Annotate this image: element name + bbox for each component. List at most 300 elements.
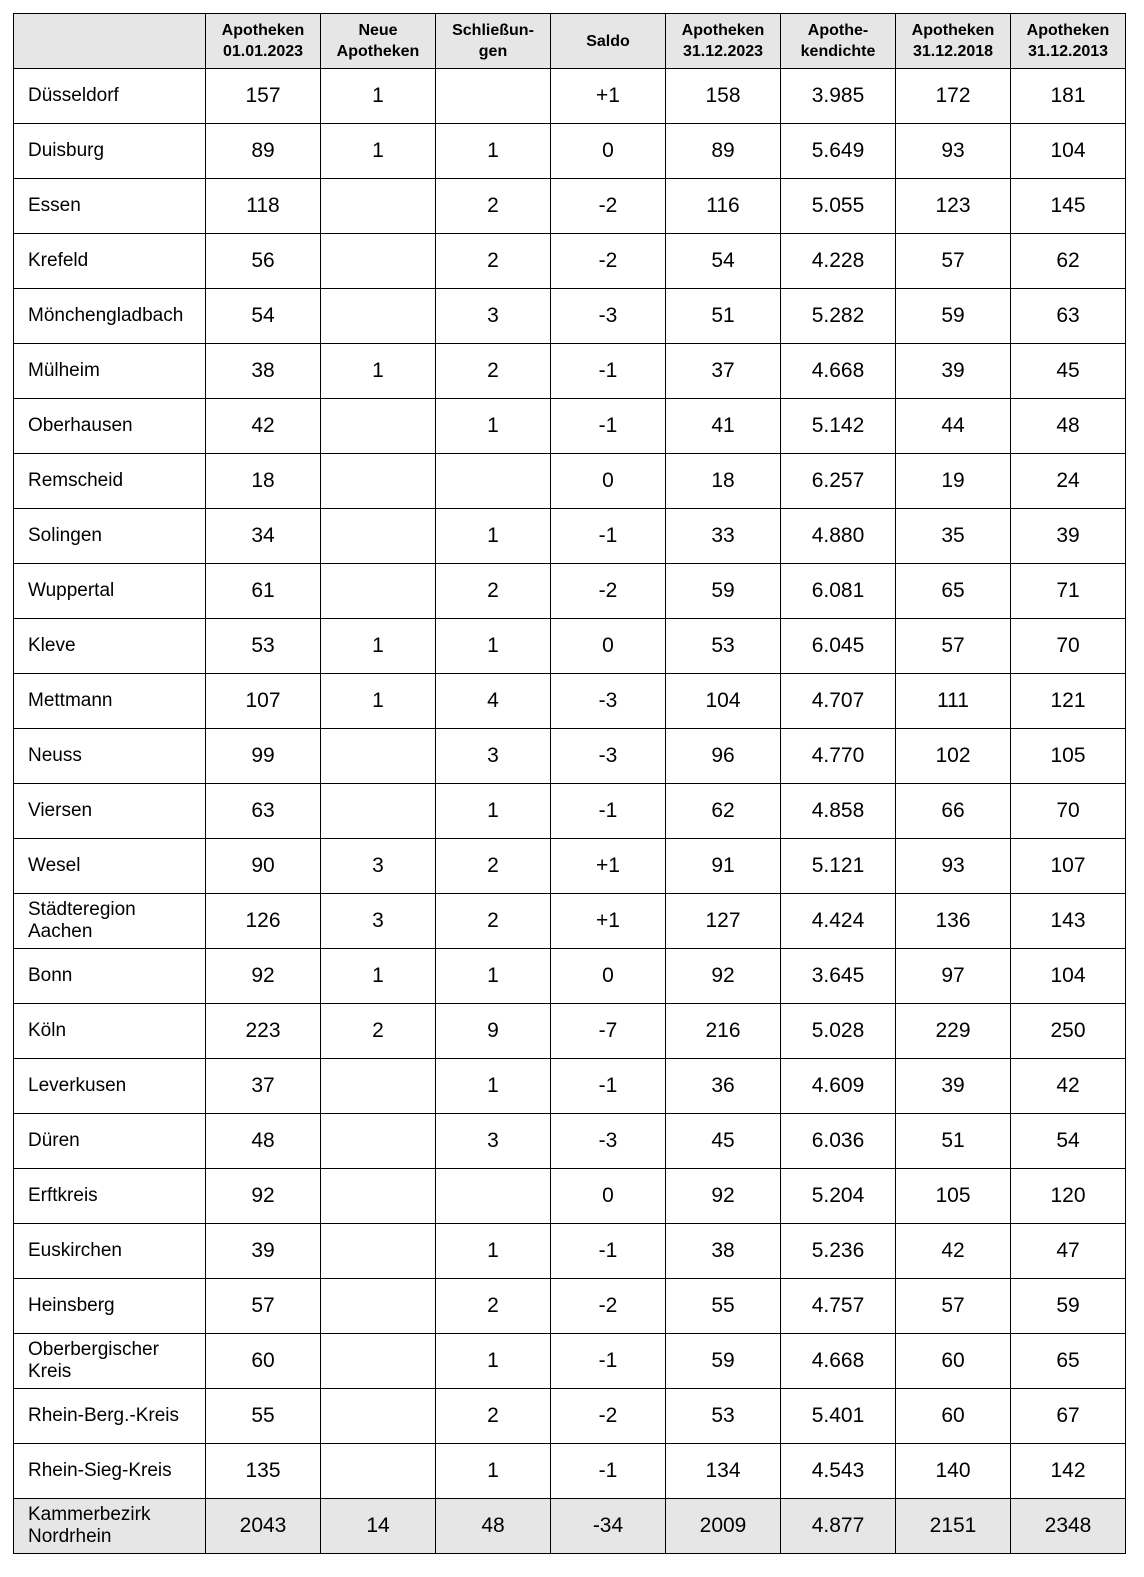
saldo-cell: 0 <box>551 1169 666 1224</box>
schliessungen-cell: 3 <box>436 1114 551 1169</box>
apothekendichte-cell: 5.236 <box>781 1224 896 1279</box>
apotheken-2023-start-cell: 55 <box>206 1389 321 1444</box>
saldo-cell: 0 <box>551 124 666 179</box>
region-line: Kammerbezirk <box>28 1504 151 1525</box>
header-line: Apotheken <box>681 22 765 39</box>
apothekendichte-cell: 6.036 <box>781 1114 896 1169</box>
pharmacy-statistics-document <box>13 13 1126 1554</box>
apotheken-2013-cell: 70 <box>1011 784 1126 839</box>
header-line: Saldo <box>586 32 630 50</box>
apotheken-2013-cell: 48 <box>1011 399 1126 454</box>
apotheken-2023-end-cell: 91 <box>666 839 781 894</box>
region-cell <box>14 509 206 564</box>
region-line: Düsseldorf <box>28 85 119 106</box>
apotheken-2023-start-header <box>206 14 321 69</box>
apotheken-2023-start-cell: 2043 <box>206 1499 321 1554</box>
apotheken-2023-end-cell: 33 <box>666 509 781 564</box>
neue-apotheken-cell <box>321 179 436 234</box>
saldo-cell: -2 <box>551 179 666 234</box>
apotheken-2023-end-cell: 96 <box>666 729 781 784</box>
apotheken-2023-start-cell: 92 <box>206 1169 321 1224</box>
apotheken-2023-end-cell: 89 <box>666 124 781 179</box>
schliessungen-cell: 1 <box>436 509 551 564</box>
region-line: Euskirchen <box>28 1240 122 1261</box>
apotheken-2013-cell: 143 <box>1011 894 1126 949</box>
schliessungen-cell: 1 <box>436 124 551 179</box>
neue-apotheken-cell: 1 <box>321 344 436 399</box>
apothekendichte-cell: 6.045 <box>781 619 896 674</box>
apotheken-2018-cell: 57 <box>896 1279 1011 1334</box>
schliessungen-cell: 1 <box>436 619 551 674</box>
apotheken-2013-cell: 120 <box>1011 1169 1126 1224</box>
saldo-cell: -1 <box>551 1224 666 1279</box>
apotheken-2023-end-cell: 59 <box>666 1334 781 1389</box>
schliessungen-cell: 2 <box>436 894 551 949</box>
apotheken-2018-cell: 97 <box>896 949 1011 1004</box>
saldo-cell: -3 <box>551 674 666 729</box>
apotheken-2013-cell: 71 <box>1011 564 1126 619</box>
apothekendichte-cell: 4.880 <box>781 509 896 564</box>
apotheken-2018-cell: 229 <box>896 1004 1011 1059</box>
schliessungen-cell: 1 <box>436 949 551 1004</box>
region-cell <box>14 729 206 784</box>
region-cell <box>14 1059 206 1114</box>
schliessungen-cell <box>436 69 551 124</box>
saldo-cell: -2 <box>551 1389 666 1444</box>
table-row <box>14 1059 1126 1114</box>
apotheken-2013-cell: 181 <box>1011 69 1126 124</box>
apotheken-2023-end-cell: 127 <box>666 894 781 949</box>
region-cell <box>14 564 206 619</box>
neue-apotheken-cell: 1 <box>321 949 436 1004</box>
apothekendichte-cell: 4.228 <box>781 234 896 289</box>
apothekendichte-header <box>781 14 896 69</box>
region-line: Wuppertal <box>28 580 115 601</box>
apothekendichte-cell: 5.282 <box>781 289 896 344</box>
saldo-cell: -7 <box>551 1004 666 1059</box>
region-cell <box>14 1004 206 1059</box>
apothekendichte-cell: 4.668 <box>781 1334 896 1389</box>
neue-apotheken-cell: 3 <box>321 839 436 894</box>
apotheken-2023-start-cell: 34 <box>206 509 321 564</box>
apothekendichte-cell: 5.649 <box>781 124 896 179</box>
table-row <box>14 1004 1126 1059</box>
header-line: Apotheken <box>221 22 305 39</box>
neue-apotheken-cell <box>321 1059 436 1114</box>
apotheken-2013-cell: 67 <box>1011 1389 1126 1444</box>
header-line: Apothe- <box>807 22 869 39</box>
saldo-cell: 0 <box>551 949 666 1004</box>
apotheken-2023-start-cell: 39 <box>206 1224 321 1279</box>
table-row <box>14 1334 1126 1389</box>
apotheken-2018-cell: 19 <box>896 454 1011 509</box>
header-line: 31.12.2018 <box>912 43 994 60</box>
schliessungen-cell: 3 <box>436 729 551 784</box>
header-line: gen <box>478 43 508 60</box>
neue-apotheken-cell: 1 <box>321 124 436 179</box>
apotheken-2023-end-cell: 216 <box>666 1004 781 1059</box>
apotheken-2018-cell: 172 <box>896 69 1011 124</box>
region-cell <box>14 1499 206 1554</box>
region-cell <box>14 344 206 399</box>
neue-apotheken-cell <box>321 1444 436 1499</box>
region-line: Essen <box>28 195 81 216</box>
region-cell <box>14 454 206 509</box>
saldo-cell: +1 <box>551 894 666 949</box>
region-cell <box>14 1169 206 1224</box>
apotheken-2018-cell: 51 <box>896 1114 1011 1169</box>
apotheken-2013-cell: 24 <box>1011 454 1126 509</box>
schliessungen-cell: 9 <box>436 1004 551 1059</box>
region-cell <box>14 1224 206 1279</box>
neue-apotheken-cell: 1 <box>321 69 436 124</box>
apotheken-2018-cell: 140 <box>896 1444 1011 1499</box>
schliessungen-cell: 1 <box>436 1334 551 1389</box>
apotheken-2023-end-cell: 53 <box>666 1389 781 1444</box>
saldo-cell: -1 <box>551 1444 666 1499</box>
region-line: Oberbergischer <box>28 1339 159 1360</box>
schliessungen-cell: 1 <box>436 1059 551 1114</box>
apotheken-2023-start-cell: 90 <box>206 839 321 894</box>
region-line: Erftkreis <box>28 1185 98 1206</box>
apotheken-2013-cell: 105 <box>1011 729 1126 784</box>
table-row <box>14 509 1126 564</box>
pharmacy-table <box>13 13 1126 1554</box>
table-row <box>14 1224 1126 1279</box>
table-row <box>14 839 1126 894</box>
apotheken-2013-cell: 62 <box>1011 234 1126 289</box>
apotheken-2023-end-header <box>666 14 781 69</box>
region-line: Nordrhein <box>28 1526 112 1547</box>
table-row <box>14 289 1126 344</box>
apotheken-2023-start-cell: 38 <box>206 344 321 399</box>
header-line: 31.12.2023 <box>682 43 764 60</box>
apotheken-2013-cell: 145 <box>1011 179 1126 234</box>
neue-apotheken-cell: 1 <box>321 619 436 674</box>
apotheken-2018-cell: 65 <box>896 564 1011 619</box>
table-row <box>14 1389 1126 1444</box>
region-line: Kleve <box>28 635 76 656</box>
saldo-cell: +1 <box>551 839 666 894</box>
neue-apotheken-cell <box>321 564 436 619</box>
region-line: Aachen <box>28 921 93 942</box>
apotheken-2023-end-cell: 38 <box>666 1224 781 1279</box>
table-row <box>14 1444 1126 1499</box>
region-line: Oberhausen <box>28 415 133 436</box>
table-header <box>14 14 1126 69</box>
apotheken-2013-cell: 47 <box>1011 1224 1126 1279</box>
apotheken-2023-start-cell: 60 <box>206 1334 321 1389</box>
region-cell <box>14 1389 206 1444</box>
neue-apotheken-cell <box>321 1224 436 1279</box>
total-row <box>14 1499 1126 1554</box>
neue-apotheken-cell: 2 <box>321 1004 436 1059</box>
saldo-cell: -1 <box>551 344 666 399</box>
table-row <box>14 729 1126 784</box>
saldo-cell: -3 <box>551 729 666 784</box>
region-line: Heinsberg <box>28 1295 115 1316</box>
table-row <box>14 1279 1126 1334</box>
header-line: kendichte <box>800 43 876 60</box>
region-cell <box>14 619 206 674</box>
region-cell <box>14 289 206 344</box>
region-header <box>14 14 206 69</box>
apotheken-2018-cell: 59 <box>896 289 1011 344</box>
apotheken-2023-start-cell: 48 <box>206 1114 321 1169</box>
table-body <box>14 69 1126 1554</box>
header-line: Neue <box>358 22 398 39</box>
schliessungen-cell: 1 <box>436 1224 551 1279</box>
apotheken-2018-cell: 111 <box>896 674 1011 729</box>
table-row <box>14 69 1126 124</box>
apotheken-2013-cell: 121 <box>1011 674 1126 729</box>
apotheken-2023-start-cell: 89 <box>206 124 321 179</box>
schliessungen-cell <box>436 454 551 509</box>
apotheken-2013-cell: 42 <box>1011 1059 1126 1114</box>
apotheken-2023-end-cell: 36 <box>666 1059 781 1114</box>
apotheken-2023-end-cell: 92 <box>666 949 781 1004</box>
apothekendichte-cell: 3.985 <box>781 69 896 124</box>
header-line: 31.12.2013 <box>1027 43 1109 60</box>
apotheken-2013-cell: 250 <box>1011 1004 1126 1059</box>
apotheken-2023-end-cell: 62 <box>666 784 781 839</box>
apothekendichte-cell: 6.257 <box>781 454 896 509</box>
table-row <box>14 1169 1126 1224</box>
apothekendichte-cell: 3.645 <box>781 949 896 1004</box>
apotheken-2013-cell: 63 <box>1011 289 1126 344</box>
schliessungen-cell: 1 <box>436 399 551 454</box>
apothekendichte-cell: 4.858 <box>781 784 896 839</box>
apotheken-2013-cell: 2348 <box>1011 1499 1126 1554</box>
apotheken-2023-start-cell: 18 <box>206 454 321 509</box>
region-cell <box>14 1114 206 1169</box>
apothekendichte-cell: 5.055 <box>781 179 896 234</box>
apotheken-2018-cell: 39 <box>896 344 1011 399</box>
region-line: Krefeld <box>28 250 89 271</box>
apotheken-2018-cell: 102 <box>896 729 1011 784</box>
apothekendichte-cell: 4.424 <box>781 894 896 949</box>
apotheken-2013-cell: 142 <box>1011 1444 1126 1499</box>
schliessungen-cell: 2 <box>436 344 551 399</box>
apotheken-2023-end-cell: 41 <box>666 399 781 454</box>
region-line: Köln <box>28 1020 67 1041</box>
neue-apotheken-cell <box>321 729 436 784</box>
region-line: Rhein-Sieg-Kreis <box>28 1460 172 1481</box>
apotheken-2023-end-cell: 116 <box>666 179 781 234</box>
schliessungen-cell: 2 <box>436 839 551 894</box>
apotheken-2023-start-cell: 99 <box>206 729 321 784</box>
apotheken-2023-end-cell: 53 <box>666 619 781 674</box>
apotheken-2018-cell: 123 <box>896 179 1011 234</box>
apotheken-2023-start-cell: 92 <box>206 949 321 1004</box>
region-cell <box>14 839 206 894</box>
apotheken-2013-cell: 39 <box>1011 509 1126 564</box>
schliessungen-cell: 1 <box>436 1444 551 1499</box>
header-line: 01.01.2023 <box>222 43 304 60</box>
schliessungen-cell: 2 <box>436 564 551 619</box>
apothekendichte-cell: 4.543 <box>781 1444 896 1499</box>
schliessungen-header <box>436 14 551 69</box>
saldo-cell: -2 <box>551 234 666 289</box>
saldo-cell: 0 <box>551 454 666 509</box>
region-line: Solingen <box>28 525 102 546</box>
region-line: Neuss <box>28 745 82 766</box>
apotheken-2023-start-cell: 42 <box>206 399 321 454</box>
apotheken-2023-start-cell: 157 <box>206 69 321 124</box>
apotheken-2018-cell: 93 <box>896 124 1011 179</box>
apotheken-2018-cell: 35 <box>896 509 1011 564</box>
apotheken-2013-cell: 65 <box>1011 1334 1126 1389</box>
apothekendichte-cell: 5.121 <box>781 839 896 894</box>
neue-apotheken-cell: 3 <box>321 894 436 949</box>
neue-apotheken-cell <box>321 289 436 344</box>
apotheken-2013-cell: 59 <box>1011 1279 1126 1334</box>
apotheken-2023-end-cell: 37 <box>666 344 781 399</box>
saldo-cell: -2 <box>551 564 666 619</box>
apotheken-2018-cell: 136 <box>896 894 1011 949</box>
apothekendichte-cell: 5.028 <box>781 1004 896 1059</box>
region-line: Mönchengladbach <box>28 305 184 326</box>
region-line: Viersen <box>28 800 93 821</box>
apothekendichte-cell: 6.081 <box>781 564 896 619</box>
neue-apotheken-cell <box>321 509 436 564</box>
neue-apotheken-cell <box>321 399 436 454</box>
apothekendichte-cell: 4.877 <box>781 1499 896 1554</box>
region-cell <box>14 399 206 454</box>
apotheken-2023-start-cell: 57 <box>206 1279 321 1334</box>
neue-apotheken-cell: 14 <box>321 1499 436 1554</box>
schliessungen-cell: 4 <box>436 674 551 729</box>
apothekendichte-cell: 4.757 <box>781 1279 896 1334</box>
apotheken-2023-start-cell: 118 <box>206 179 321 234</box>
region-cell <box>14 179 206 234</box>
table-row <box>14 344 1126 399</box>
apotheken-2018-cell: 2151 <box>896 1499 1011 1554</box>
apotheken-2018-cell: 66 <box>896 784 1011 839</box>
table-row <box>14 564 1126 619</box>
region-cell <box>14 1444 206 1499</box>
schliessungen-cell: 2 <box>436 1389 551 1444</box>
apotheken-2023-start-cell: 53 <box>206 619 321 674</box>
table-row <box>14 124 1126 179</box>
region-line: Düren <box>28 1130 80 1151</box>
apotheken-2023-end-cell: 51 <box>666 289 781 344</box>
saldo-cell: -2 <box>551 1279 666 1334</box>
header-row <box>14 14 1126 69</box>
apothekendichte-cell: 4.668 <box>781 344 896 399</box>
region-line: Städteregion <box>28 899 136 920</box>
schliessungen-cell: 1 <box>436 784 551 839</box>
apotheken-2023-start-cell: 107 <box>206 674 321 729</box>
region-line: Wesel <box>28 855 81 876</box>
apotheken-2023-start-cell: 56 <box>206 234 321 289</box>
region-line: Mettmann <box>28 690 113 711</box>
saldo-cell: -3 <box>551 289 666 344</box>
apotheken-2023-start-cell: 61 <box>206 564 321 619</box>
saldo-cell: +1 <box>551 69 666 124</box>
saldo-cell: -1 <box>551 399 666 454</box>
saldo-cell: -1 <box>551 784 666 839</box>
neue-apotheken-cell <box>321 784 436 839</box>
apotheken-2023-end-cell: 134 <box>666 1444 781 1499</box>
schliessungen-cell: 2 <box>436 234 551 289</box>
region-cell <box>14 894 206 949</box>
saldo-cell: -34 <box>551 1499 666 1554</box>
region-line: Kreis <box>28 1361 72 1382</box>
region-cell <box>14 1334 206 1389</box>
apotheken-2018-cell: 44 <box>896 399 1011 454</box>
region-line: Rhein-Berg.-Kreis <box>28 1405 179 1426</box>
neue-apotheken-cell <box>321 1279 436 1334</box>
table-row <box>14 454 1126 509</box>
apothekendichte-cell: 5.204 <box>781 1169 896 1224</box>
apotheken-2013-header <box>1011 14 1126 69</box>
apotheken-2018-cell: 60 <box>896 1334 1011 1389</box>
region-line: Leverkusen <box>28 1075 127 1096</box>
apothekendichte-cell: 4.770 <box>781 729 896 784</box>
region-cell <box>14 124 206 179</box>
apotheken-2023-end-cell: 18 <box>666 454 781 509</box>
apotheken-2013-cell: 104 <box>1011 124 1126 179</box>
apotheken-2023-end-cell: 2009 <box>666 1499 781 1554</box>
apotheken-2013-cell: 70 <box>1011 619 1126 674</box>
apotheken-2018-cell: 60 <box>896 1389 1011 1444</box>
apotheken-2018-cell: 105 <box>896 1169 1011 1224</box>
apotheken-2023-end-cell: 54 <box>666 234 781 289</box>
header-line: Apotheken <box>336 43 420 60</box>
neue-apotheken-cell <box>321 1114 436 1169</box>
region-line: Remscheid <box>28 470 124 491</box>
apotheken-2018-header <box>896 14 1011 69</box>
region-cell <box>14 69 206 124</box>
table-row <box>14 1114 1126 1169</box>
apothekendichte-cell: 5.401 <box>781 1389 896 1444</box>
neue-apotheken-header <box>321 14 436 69</box>
schliessungen-cell: 2 <box>436 1279 551 1334</box>
apothekendichte-cell: 5.142 <box>781 399 896 454</box>
region-cell <box>14 674 206 729</box>
apotheken-2013-cell: 54 <box>1011 1114 1126 1169</box>
apotheken-2013-cell: 45 <box>1011 344 1126 399</box>
region-line: Mülheim <box>28 360 100 381</box>
table-row <box>14 674 1126 729</box>
schliessungen-cell: 3 <box>436 289 551 344</box>
apotheken-2013-cell: 104 <box>1011 949 1126 1004</box>
apotheken-2023-start-cell: 37 <box>206 1059 321 1114</box>
neue-apotheken-cell <box>321 1334 436 1389</box>
apotheken-2023-start-cell: 63 <box>206 784 321 839</box>
apotheken-2023-end-cell: 92 <box>666 1169 781 1224</box>
saldo-cell: -3 <box>551 1114 666 1169</box>
apotheken-2018-cell: 39 <box>896 1059 1011 1114</box>
neue-apotheken-cell <box>321 1389 436 1444</box>
apotheken-2023-end-cell: 158 <box>666 69 781 124</box>
apotheken-2018-cell: 57 <box>896 234 1011 289</box>
region-cell <box>14 1279 206 1334</box>
apotheken-2018-cell: 42 <box>896 1224 1011 1279</box>
neue-apotheken-cell <box>321 1169 436 1224</box>
region-cell <box>14 784 206 839</box>
header-line: Apotheken <box>911 22 995 39</box>
saldo-cell: -1 <box>551 1334 666 1389</box>
apotheken-2023-start-cell: 126 <box>206 894 321 949</box>
header-line: Schließun- <box>452 22 534 39</box>
table-row <box>14 619 1126 674</box>
table-row <box>14 894 1126 949</box>
region-line: Bonn <box>28 965 73 986</box>
schliessungen-cell <box>436 1169 551 1224</box>
apotheken-2018-cell: 57 <box>896 619 1011 674</box>
